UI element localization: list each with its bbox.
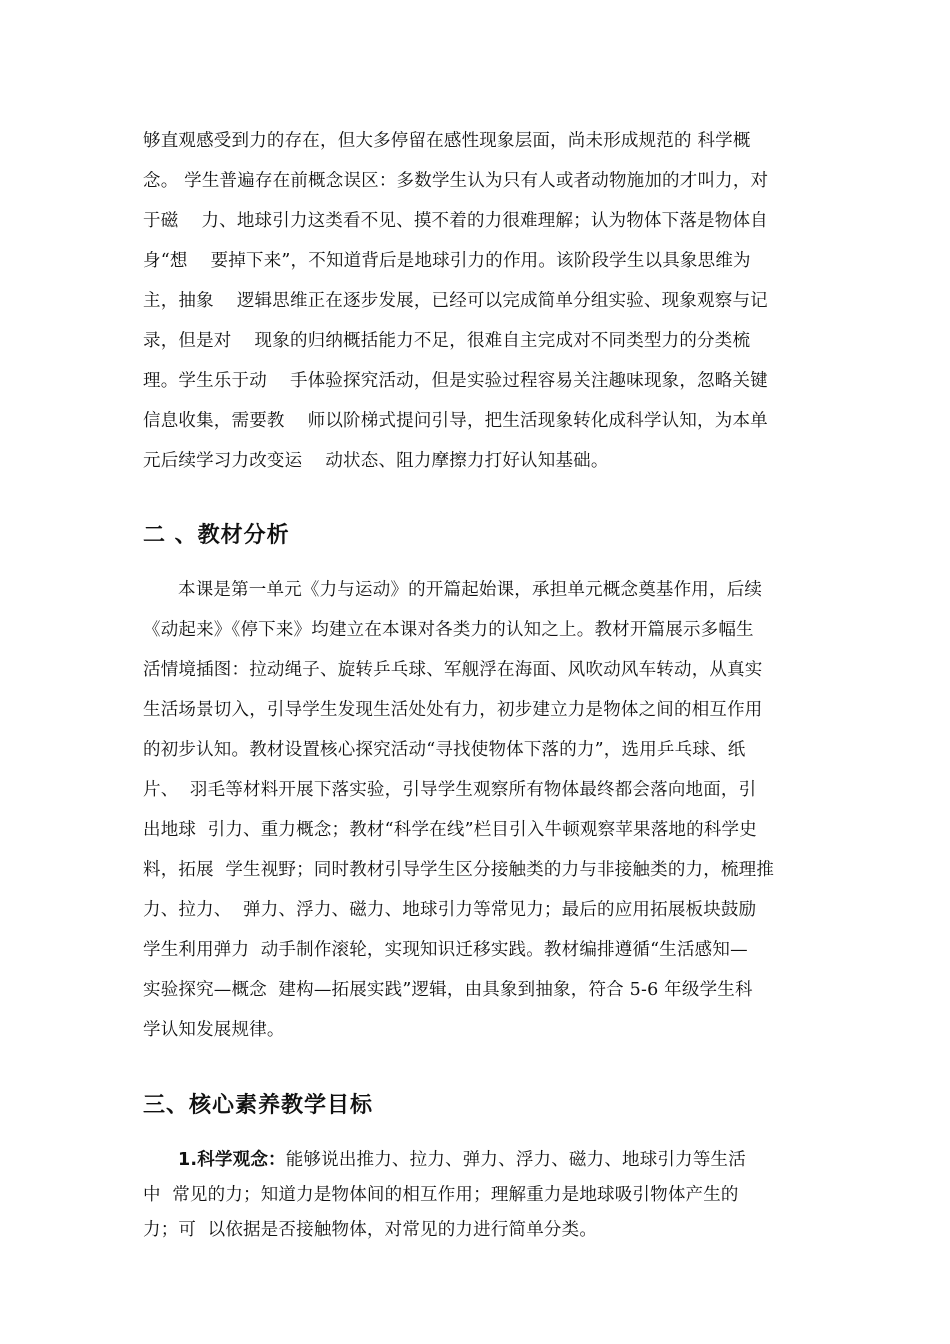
section2-line-2: 《动起来》《停下来》均建立在本课对各类力的认知之上。教材开篇展示多幅生: [143, 620, 754, 640]
intro-line-8: 信息收集，需要教 师以阶梯式提问引导，把生活现象转化成科学认知，为本单: [143, 411, 768, 431]
intro-line-2: 念。 学生普遍存在前概念误区：多数学生认为只有人或者动物施加的才叫力，对: [143, 171, 769, 191]
section2-line-5: 的初步认知。教材设置核心探究活动“寻找使物体下落的力”，选用乒乓球、纸: [143, 740, 746, 760]
section2-line-4: 生活场景切入，引导学生发现生活处处有力，初步建立力是物体之间的相互作用: [143, 700, 763, 720]
intro-line-1: 够直观感受到力的存在，但大多停留在感性现象层面，尚未形成规范的 科学概: [143, 131, 751, 151]
section2-line-9: 力、拉力、 弹力、浮力、磁力、地球引力等常见力；最后的应用拓展板块鼓励: [143, 900, 757, 920]
section2-line-8: 料，拓展 学生视野；同时教材引导学生区分接触类的力与非接触类的力，梳理推: [143, 860, 775, 880]
section-heading-core-literacy-goals: 三、核心素养教学目标: [143, 1093, 374, 1118]
section2-line-11: 实验探究—概念 建构—拓展实践”逻辑，由具象到抽象，符合 5-6 年级学生科: [143, 980, 753, 1000]
intro-line-5: 主，抽象 逻辑思维正在逐步发展，已经可以完成简单分组实验、现象观察与记: [143, 291, 768, 311]
intro-line-4: 身“想 要掉下来”，不知道背后是地球引力的作用。该阶段学生以具象思维为: [143, 251, 751, 271]
section3-item1-line-1: [178, 1148, 746, 1172]
intro-line-9: 元后续学习力改变运 动状态、阻力摩擦力打好认知基础。: [143, 451, 609, 471]
section2-line-6: 片、 羽毛等材料开展下落实验，引导学生观察所有物体最终都会落向地面，引: [143, 780, 757, 800]
section2-line-1: 本课是第一单元《力与运动》的开篇起始课，承担单元概念奠基作用，后续: [178, 580, 763, 600]
intro-line-6: 录，但是对 现象的归纳概括能力不足，很难自主完成对不同类型力的分类梳: [143, 331, 751, 351]
section-heading-textbook-analysis: 二 、教材分析: [143, 523, 290, 548]
intro-line-7: 理。学生乐于动 手体验探究活动，但是实验过程容易关注趣味现象，忽略关键: [143, 371, 768, 391]
section3-item1-line-2: 中 常见的力；知道力是物体间的相互作用；理解重力是地球吸引物体产生的: [143, 1185, 739, 1205]
section2-line-7: 出地球 引力、重力概念；教材“科学在线”栏目引入牛顿观察苹果落地的科学史: [143, 820, 757, 840]
section2-line-3: 活情境插图：拉动绳子、旋转乒乓球、军舰浮在海面、风吹动风车转动，从真实: [143, 660, 763, 680]
intro-line-3: 于磁 力、地球引力这类看不见、摸不着的力很难理解；认为物体下落是物体自: [143, 211, 768, 231]
item1-lead-label: 1.科学观念：: [178, 1150, 286, 1170]
section2-line-10: 学生利用弹力 动手制作滚轮，实现知识迁移实践。教材编排遵循“生活感知—: [143, 940, 748, 960]
section3-item1-line-3: 力；可 以依据是否接触物体，对常见的力进行简单分类。: [143, 1220, 598, 1240]
item1-first-line-text: 能够说出推力、拉力、弹力、浮力、磁力、地球引力等生活: [285, 1150, 746, 1170]
section2-line-12: 学认知发展规律。: [143, 1020, 285, 1040]
